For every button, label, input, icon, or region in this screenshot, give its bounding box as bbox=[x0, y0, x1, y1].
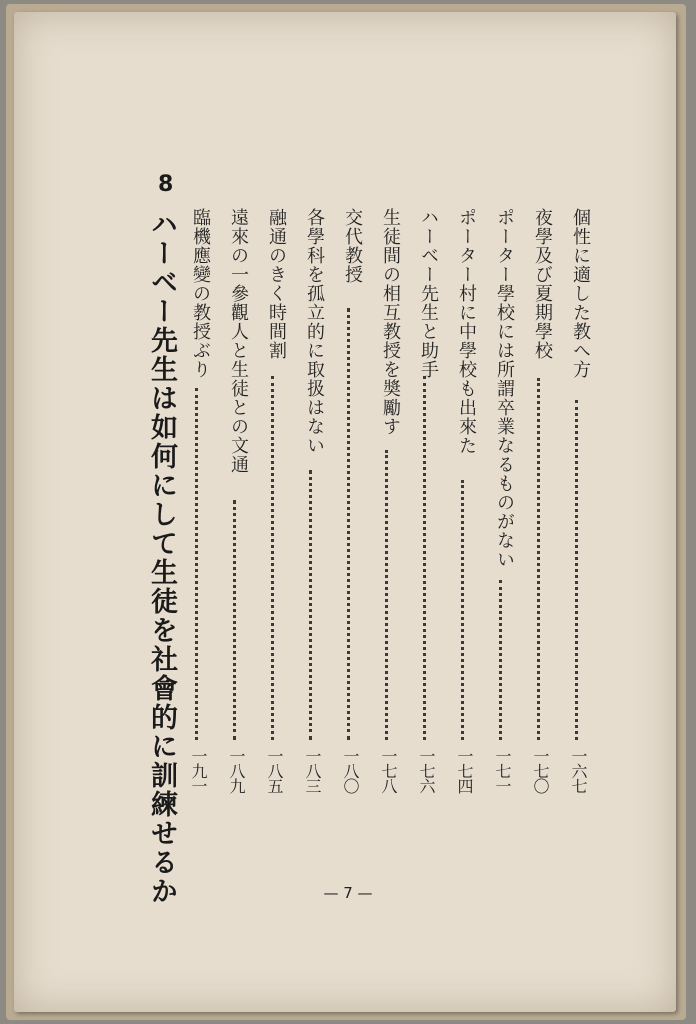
toc-entry-page: 一七四 bbox=[455, 748, 474, 793]
toc-leader bbox=[347, 308, 354, 740]
toc-entry-page: 一八〇 bbox=[341, 748, 360, 793]
toc-entry-title: 融通のきく時間割 bbox=[266, 208, 287, 360]
toc-entry-page: 一九一 bbox=[189, 748, 208, 793]
toc-entry-page: 一七六 bbox=[417, 748, 436, 793]
toc-entry-title: ポーター學校には所謂卒業なるものがない bbox=[494, 208, 515, 569]
toc-entry-page: 一八九 bbox=[227, 748, 246, 793]
toc-entry-title: ハーベー先生と助手 bbox=[418, 208, 439, 379]
toc-entry-title: 臨機應變の教授ぶり bbox=[190, 208, 211, 379]
toc-entry-page: 一七〇 bbox=[531, 748, 550, 793]
toc-leader bbox=[499, 580, 506, 740]
toc-entry-title: 個性に適した教へ方 bbox=[570, 208, 591, 379]
toc-entry-page: 一七一 bbox=[493, 748, 512, 793]
chapter-title: ハーベー先生は如何にして生徒を社會的に訓練せるか bbox=[146, 210, 177, 906]
toc-leader bbox=[309, 470, 316, 740]
toc-leader bbox=[461, 480, 468, 740]
toc-entry-title: 夜學及び夏期學校 bbox=[532, 208, 553, 360]
toc-entry-title: 各學科を孤立的に取扱はない bbox=[304, 208, 325, 455]
toc-entry-page: 一七八 bbox=[379, 748, 398, 793]
toc-entry-title: 遠來の一參觀人と生徒との文通 bbox=[228, 208, 249, 474]
page-number: — 7 — bbox=[323, 884, 373, 902]
toc-leader bbox=[271, 376, 278, 740]
toc-entry-page: 一八五 bbox=[265, 748, 284, 793]
toc-entry-title: ポーター村に中學校も出來た bbox=[456, 208, 477, 455]
toc-leader bbox=[575, 400, 582, 740]
toc-leader bbox=[423, 376, 430, 740]
toc-leader bbox=[537, 378, 544, 740]
toc-entry-title: 生徒間の相互教授を奬勵す bbox=[380, 208, 401, 436]
toc-leader bbox=[233, 500, 240, 740]
toc-entry-page: 一六七 bbox=[569, 748, 588, 793]
toc-leader bbox=[385, 450, 392, 740]
toc-entry-page: 一八三 bbox=[303, 748, 322, 793]
chapter-number: 8 bbox=[158, 172, 174, 197]
toc-entry-title: 交代教授 bbox=[342, 208, 363, 284]
toc-leader bbox=[195, 388, 202, 740]
